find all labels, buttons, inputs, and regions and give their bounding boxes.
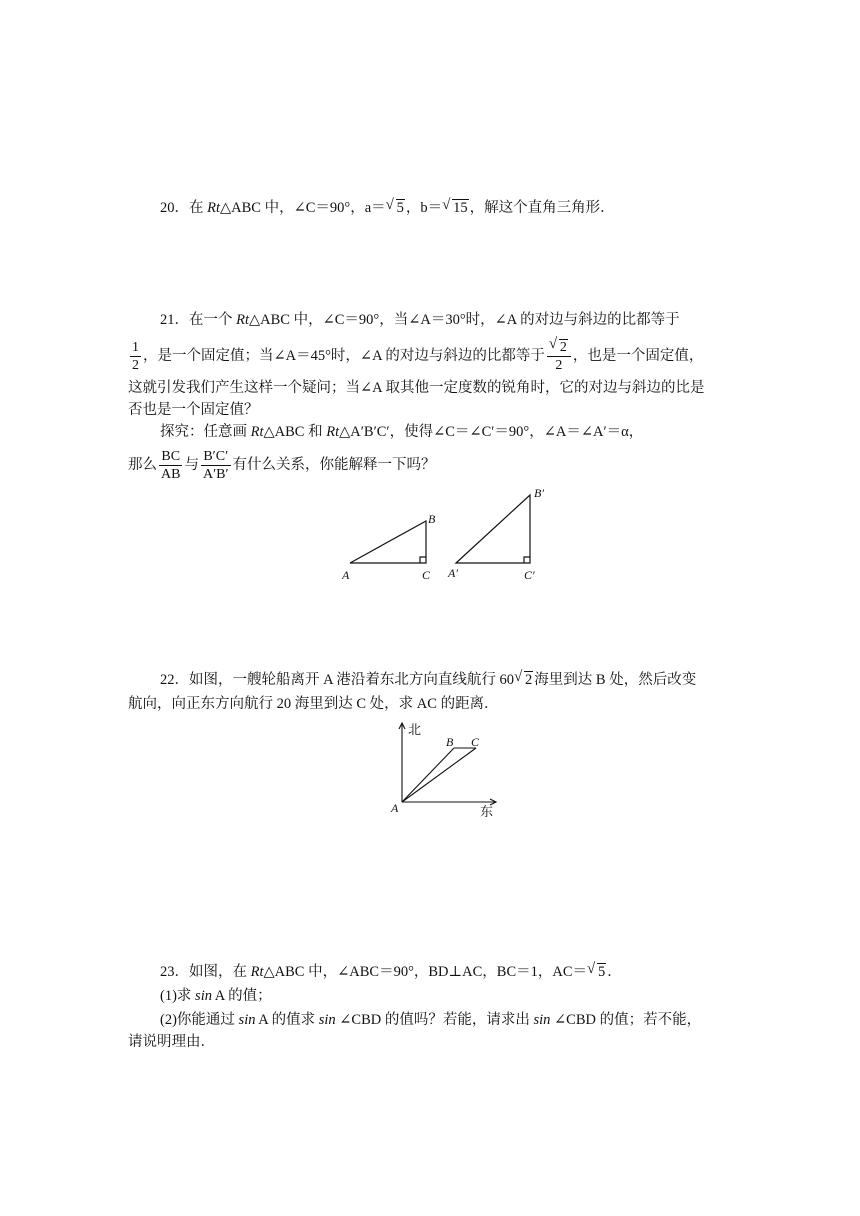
sqrt-5: √ 5 (387, 198, 405, 218)
sqrt-2: √ 2 (515, 670, 533, 690)
label-b: B (446, 735, 454, 749)
question-21-line-2: $\frac{1}{2}$ ，是一个固定值；当∠A＝45°时，∠A 的对边与斜边的比都等于 √ $\frac{2}{2}$ ，也是一个固定值， (128, 338, 703, 374)
label-b: B (428, 512, 436, 526)
triangle-a2b2c2 (456, 495, 530, 563)
question-22-line-2: 航向，向正东方向航行 20 海里到达 C 处，求 AC 的距离． (128, 696, 499, 712)
label-c-prime: C′ (524, 568, 535, 582)
fraction-one-half: $\frac{1}{2}$ (132, 340, 139, 374)
fraction-b2c2-over-a2b2: $\frac{B'C'}{A'B'}$ (202, 449, 229, 483)
north-label: 北 (408, 722, 422, 737)
label-c: C (422, 568, 431, 582)
segment-ab (402, 748, 454, 802)
question-21-line-6: 那么 $\frac{BC}{AB}$ 与 $\frac{B'C'}{A'B'}$ 有什么关系，你能解释一下吗？ (128, 449, 436, 483)
sqrt-15: √ 15 (443, 198, 469, 218)
triangle-abc (350, 521, 426, 563)
right-angle-c2 (524, 557, 530, 563)
east-label: 东 (480, 804, 494, 819)
question-23-part-1: (1)求 sin A 的值； (160, 988, 272, 1004)
question-22-line-1: 22．如图，一艘轮船离开 A 港沿着东北方向直线航行 60√ 2 海里到达 B 处，然后改变 (160, 670, 696, 690)
question-21-line-5: 探究：任意画 Rt△ABC 和 Rt△A′B′C′，使得∠C＝∠C′＝90°，∠A＝∠A′＝α， (160, 424, 644, 440)
question-23-line-1: 23．如图，在 Rt△ABC 中，∠ABC＝90°，BD⊥AC，BC＝1，AC＝√ 5 ． (160, 962, 622, 982)
similar-triangles-figure (338, 487, 568, 587)
question-23-part-2: (2)你能通过 sin A 的值求 sin ∠CBD 的值吗？若能，请求出 sin ∠CBD 的值；若不能， (160, 1012, 702, 1028)
question-20: 20．在 Rt△ABC 中，∠C＝90°，a＝√ 5 ，b＝√ 15 ，解这个直角三角形． (160, 198, 615, 218)
label-a-prime: A′ (448, 566, 458, 580)
right-angle-c (420, 557, 426, 563)
fraction-sqrt2-over-2: √ $\frac{2}{2}$ (547, 339, 571, 374)
sqrt-5: √ 5 (588, 962, 606, 982)
label-b-prime: B′ (534, 487, 544, 500)
label-a: A (342, 568, 350, 582)
question-21-line-4: 否也是一个固定值？ (128, 402, 259, 418)
question-21-line-1: 21．在一个 Rt△ABC 中，∠C＝90°，当∠A＝30°时，∠A 的对边与斜边的比都等于 (160, 312, 680, 328)
fraction-bc-over-ab: $\frac{BC}{AB}$ (161, 449, 181, 483)
question-23-line-4: 请说明理由． (128, 1034, 215, 1050)
segment-ac (402, 748, 476, 802)
question-21-line-3: 这就引发我们产生这样一个疑问；当∠A 取其他一定度数的锐角时，它的对边与斜边的比是 (128, 380, 705, 396)
navigation-figure (386, 720, 516, 820)
label-c: C (471, 735, 480, 749)
label-a: A (391, 801, 399, 815)
